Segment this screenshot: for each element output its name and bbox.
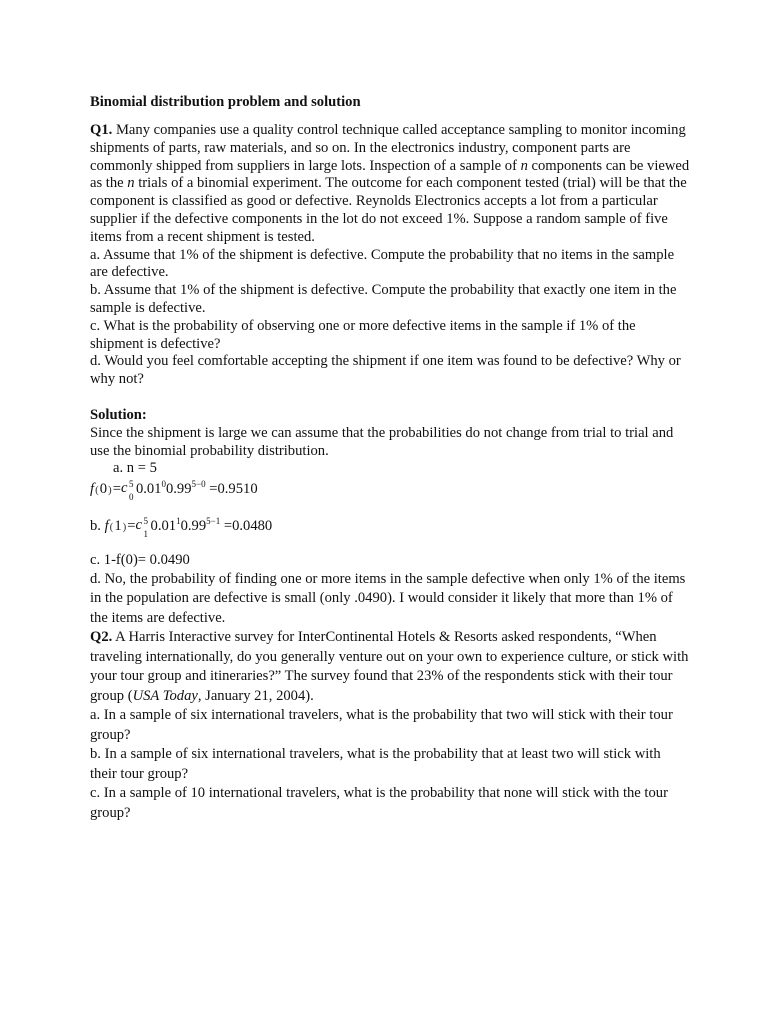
formula-a-p: 0.01 — [135, 481, 162, 498]
formula-a-rparen: ) — [108, 484, 112, 497]
q1-n-italic-2: n — [127, 175, 135, 192]
formula-a — [90, 478, 690, 503]
q1-part-c: c. What is the probability of observing one or more defective items in the sample if 1% of the shipment is defective? — [90, 317, 636, 352]
formula-b — [90, 515, 690, 540]
q2-text-2: , January 21, 2004). — [197, 687, 314, 704]
document-page — [90, 92, 690, 823]
formula-b-q-exp: 5−1 — [206, 516, 221, 527]
q2-label: Q2. — [90, 629, 113, 646]
solution-heading: Solution: — [90, 406, 147, 423]
q2-text-1: A Harris Interactive survey for InterContinental Hotels & Resorts asked respondents, “When traveling internationally, do you generally venture out on your own to experience culture, or stick with your tour group and itineraries?” The survey found that 23% of the respondents stick with their tour group ( — [90, 629, 689, 704]
formula-a-eq: = — [112, 481, 121, 498]
q2-part-a: a. In a sample of six international travelers, what is the probability that two will stick with their tour group? — [90, 707, 673, 743]
formula-b-p: 0.01 — [150, 518, 177, 535]
q1-text-3: trials of a binomial experiment. The outcome for each component tested (trial) will be that the component is classified as good or defective. Reynolds Electronics accepts a lot from a particular supplier if the defective components in the lot do not exceed 1%. Suppose a random sample of five items from a recent shipment is tested. — [90, 175, 687, 245]
q2-statement — [90, 628, 690, 706]
solution-c-line: c. 1-f(0)= 0.0490 — [90, 552, 190, 569]
formula-b-lparen: ( — [109, 521, 114, 534]
formula-b-combination: c 5 1 — [135, 516, 149, 540]
q2-source: USA Today — [132, 687, 198, 704]
formula-a-p-exp: 0 — [161, 479, 166, 490]
q2-part-b: b. In a sample of six international travelers, what is the probability that at least two will stick with their tour group? — [90, 746, 661, 782]
formula-a-f: f — [90, 481, 95, 498]
q1-text-1: Many companies use a quality control technique called acceptance sampling to monitor incoming shipments of parts, raw materials, and so on. In the electronics industry, component parts are commonly shipped from suppliers in large lots. Inspection of a sample of — [90, 122, 686, 174]
formula-b-rparen: ) — [122, 521, 127, 534]
q2-part-c: c. In a sample of 10 international travelers, what is the probability that none will stick with the tour group? — [90, 785, 668, 821]
formula-a-result: =0.9510 — [205, 481, 258, 498]
document-title: Binomial distribution problem and solution — [90, 94, 361, 110]
formula-a-q-exp: 5−0 — [191, 479, 206, 490]
formula-b-result: =0.0480 — [220, 518, 273, 535]
solution-a-line: a. n = 5 — [113, 460, 157, 477]
q1-label: Q1. — [90, 122, 113, 138]
q1-part-b: b. Assume that 1% of the shipment is defective. Compute the probability that exactly one item in the sample is defective. — [90, 282, 677, 316]
formula-b-prefix: b. — [90, 518, 105, 535]
solution-d-line: d. No, the probability of finding one or more items in the sample defective when only 1% of the items in the population are defective is small (only .0490). I would consider it likely that more than 1% of the items are defective. — [90, 570, 686, 626]
q1-text-2: components can be viewed as the — [90, 157, 690, 192]
formula-a-lparen: ( — [95, 484, 99, 497]
q1-statement — [90, 122, 690, 247]
formula-b-f: f — [104, 518, 109, 535]
formula-b-x: 1 — [114, 518, 122, 535]
q1-n-italic-1: n — [520, 157, 528, 174]
q1-part-d: d. Would you feel comfortable accepting the shipment if one item was found to be defective? Why or why not? — [90, 353, 681, 388]
formula-a-q: 0.99 — [165, 481, 192, 498]
formula-a-x: 0 — [99, 481, 108, 498]
q1-part-a: a. Assume that 1% of the shipment is defective. Compute the probability that no items in the sample are defective. — [90, 246, 675, 281]
formula-b-p-exp: 1 — [176, 516, 181, 527]
formula-b-q: 0.99 — [180, 518, 207, 535]
formula-b-eq: = — [127, 518, 136, 535]
solution-intro: Since the shipment is large we can assume that the probabilities do not change from trial to trial and use the binomial probability distribution. — [90, 424, 674, 459]
formula-a-combination: c 5 0 — [120, 479, 134, 503]
